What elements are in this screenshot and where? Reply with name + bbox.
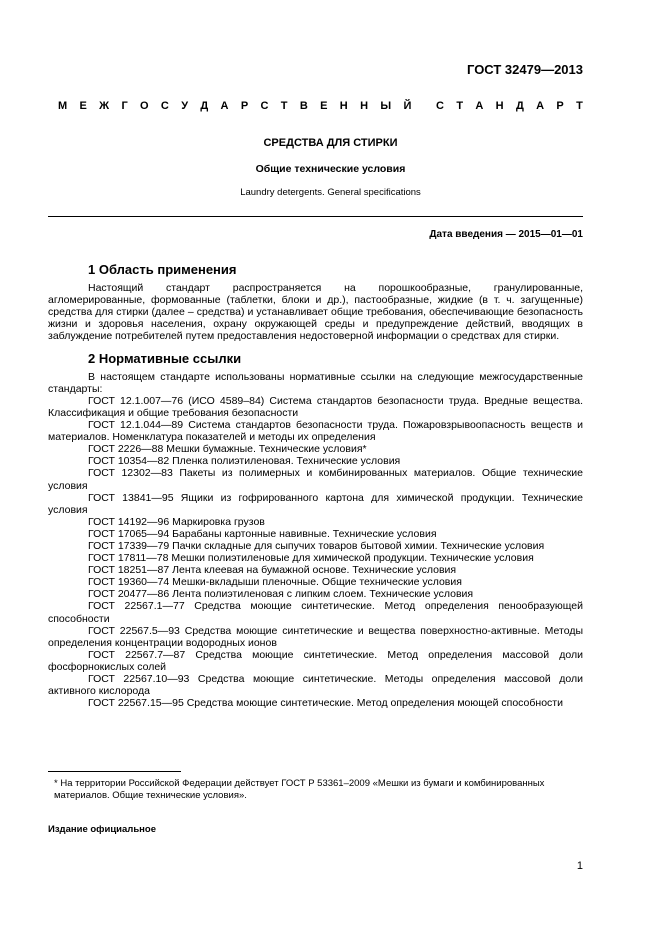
section-1-heading: 1 Область применения xyxy=(88,262,237,277)
standard-banner xyxy=(58,100,583,112)
document-title: СРЕДСТВА ДЛЯ СТИРКИ xyxy=(263,137,398,149)
banner-letter: Д xyxy=(515,100,524,112)
reference-item: ГОСТ 22567.15—95 Средства моющие синтетические. Метод определения моющей способности xyxy=(88,697,563,710)
reference-item: ГОСТ 12302—83 Пакеты из полимерных и комбинированных материалов. Общие технические условия xyxy=(48,467,583,492)
banner-letter: Т xyxy=(456,100,464,112)
banner-letter: В xyxy=(299,100,308,112)
banner-letter: С xyxy=(436,100,444,112)
page-number: 1 xyxy=(576,860,583,872)
banner-letter: У xyxy=(181,100,189,112)
reference-item: ГОСТ 22567.7—87 Средства моющие синтетические. Метод определения массовой доли фосфорнокислых солей xyxy=(48,648,583,673)
edition-label: Издание официальное xyxy=(48,824,156,835)
reference-item: ГОСТ 22567.10—93 Средства моющие синтетические. Методы определения массовой доли активного кислорода xyxy=(48,673,583,698)
banner-letter: О xyxy=(140,100,149,112)
document-body xyxy=(48,258,583,709)
banner-letter: Н xyxy=(360,100,369,112)
reference-item: ГОСТ 18251—87 Лента клеевая на бумажной основе. Технические условия xyxy=(88,564,457,577)
banner-letter: Т xyxy=(280,100,288,112)
section-2-intro: В настоящем стандарте использованы нормативные ссылки на следующие межгосударственные стандарты: xyxy=(48,370,583,395)
banner-letter: Н xyxy=(495,100,504,112)
banner-letter: Е xyxy=(79,100,87,112)
banner-letter: Й xyxy=(403,100,412,112)
reference-item: ГОСТ 12.1.044—89 Система стандартов безопасности труда. Пожаровзрывоопасность веществ и материалов. Номенклатура показателей и методы их определения xyxy=(48,419,583,444)
reference-item: ГОСТ 17065—94 Барабаны картонные навивные. Технические условия xyxy=(88,527,437,540)
banner-letter: Р xyxy=(556,100,564,112)
banner-letter: А xyxy=(220,100,229,112)
banner-letter: А xyxy=(536,100,545,112)
reference-item: ГОСТ 22567.5—93 Средства моющие синтетические и вещества поверхностно-активные. Методы определения концентрации водородных ионов xyxy=(48,624,583,649)
reference-item: ГОСТ 2226—88 Мешки бумажные. Технические условия* xyxy=(88,443,367,456)
banner-letter: Ж xyxy=(99,100,110,112)
reference-item: ГОСТ 22567.1—77 Средства моющие синтетические. Метод определения пенообразующей способности xyxy=(48,600,583,625)
banner-letter: Г xyxy=(121,100,128,112)
reference-item: ГОСТ 12.1.007—76 (ИСО 4589–84) Система стандартов безопасности труда. Вредные вещества. Классификация и общие требования безопасности xyxy=(48,394,583,419)
reference-item: ГОСТ 19360—74 Мешки-вкладыши пленочные. Общие технические условия xyxy=(88,576,462,589)
references-list xyxy=(48,395,583,709)
section-1-text: Настоящий стандарт распространяется на порошкообразные, гранулированные, агломерированные, формованные (таблетки, блоки и др.), пастообразные, жидкие (в т. ч. загущенные) средства для стирки (далее – средства) и устанавливает общие требования, обеспечивающие безопасность жизни и здоровья населения, охрану окружающей среды и предупреждение действий, вводящих в заблуждение потребителей путем предоставления недостоверной информации о средствах для стирки. xyxy=(48,282,583,343)
banner-letter: С xyxy=(160,100,169,112)
banner-letter: А xyxy=(475,100,484,112)
reference-item: ГОСТ 14192—96 Маркировка грузов xyxy=(88,515,265,528)
header-divider xyxy=(48,216,583,217)
banner-letter: Н xyxy=(339,100,348,112)
reference-item: ГОСТ 17811—78 Мешки полиэтиленовые для химической продукции. Технические условия xyxy=(88,552,534,565)
banner-letter: Р xyxy=(240,100,249,112)
banner-letter: Д xyxy=(200,100,209,112)
banner-letter: Ы xyxy=(380,100,392,112)
english-title: Laundry detergents. General specifications xyxy=(240,187,421,198)
reference-item: ГОСТ 17339—79 Пачки складные для сыпучих товаров бытовой химии. Технические условия xyxy=(88,539,545,552)
document-number: ГОСТ 32479—2013 xyxy=(467,62,583,77)
reference-item: ГОСТ 10354—82 Пленка полиэтиленовая. Технические условия xyxy=(88,455,401,468)
footnote: * На территории Российской Федерации действует ГОСТ Р 53361–2009 «Мешки из бумаги и комбинированных материалов. Общие технические условия». xyxy=(54,778,545,801)
banner-letter: Т xyxy=(576,100,583,112)
intro-date: Дата введения — 2015—01—01 xyxy=(429,229,583,240)
reference-item: ГОСТ 20477—86 Лента полиэтиленовая с липким слоем. Технические условия xyxy=(88,588,474,601)
section-2-heading: 2 Нормативные ссылки xyxy=(88,350,242,366)
banner-letter: М xyxy=(58,100,68,112)
reference-item: ГОСТ 13841—95 Ящики из гофрированного картона для химической продукции. Технические условия xyxy=(48,491,583,516)
banner-letter: Е xyxy=(320,100,328,112)
banner-letter: С xyxy=(260,100,269,112)
document-subtitle: Общие технические условия xyxy=(255,163,406,175)
footnote-divider xyxy=(48,771,181,772)
